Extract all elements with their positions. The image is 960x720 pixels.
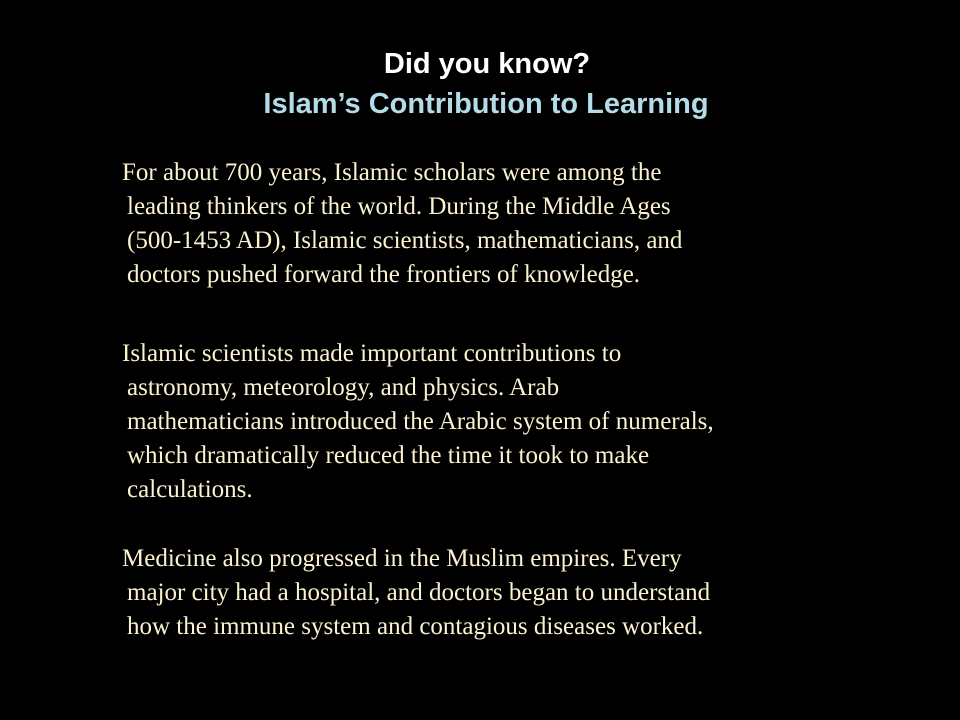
paragraph-line: Islamic scientists made important contributions to — [122, 340, 622, 367]
title-line-1: Did you know? — [383, 48, 591, 80]
paragraph-line: Medicine also progressed in the Muslim empires. Every — [122, 545, 682, 572]
paragraph-line: leading thinkers of the world. During the Middle Ages — [127, 193, 671, 220]
paragraph-line: astronomy, meteorology, and physics. Arab — [127, 374, 560, 401]
paragraph-1 — [0, 156, 682, 292]
paragraph-line: calculations. — [127, 476, 253, 503]
paragraph-line: mathematicians introduced the Arabic system of numerals, — [127, 408, 714, 435]
slide-title — [0, 44, 960, 124]
paragraph-line: For about 700 years, Islamic scholars were among the — [122, 159, 662, 186]
paragraph-line: which dramatically reduced the time it took to make — [127, 442, 650, 469]
paragraph-2 — [0, 337, 714, 507]
paragraph-3 — [0, 542, 710, 644]
paragraph-line: (500-1453 AD), Islamic scientists, mathematicians, and — [127, 227, 683, 254]
paragraph-line: how the immune system and contagious diseases worked. — [127, 613, 704, 640]
paragraph-line: major city had a hospital, and doctors began to understand — [127, 579, 711, 606]
paragraph-line: doctors pushed forward the frontiers of knowledge. — [127, 261, 641, 288]
title-line-2: Islam’s Contribution to Learning — [263, 88, 709, 120]
